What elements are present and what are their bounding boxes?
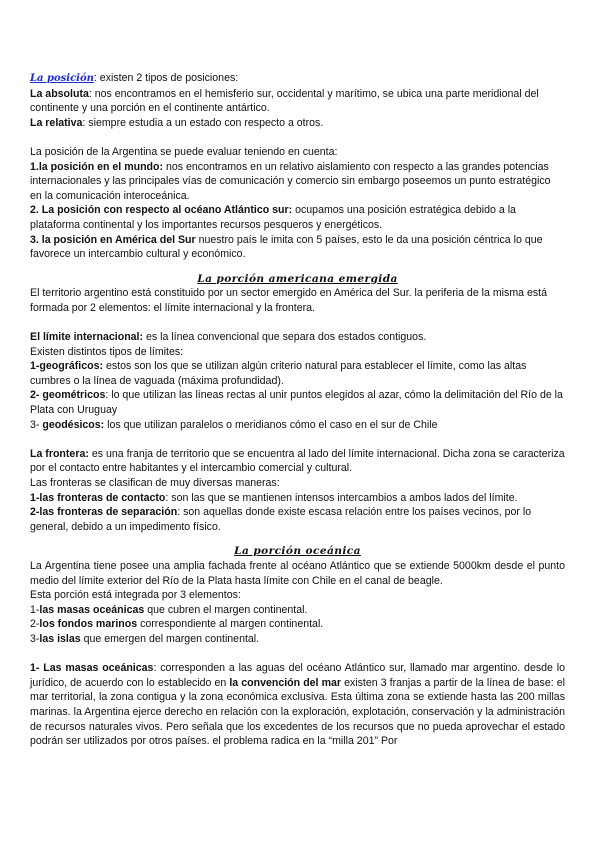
posicion-atlantico-paragraph: 2. La posición con respecto al océano Atlántico sur: ocupamos una posición estratégica debido a la plataforma continental y los importantes recursos pesqueros y energéticos. xyxy=(30,204,516,231)
oceanica-integrada: Esta porción está integrada por 3 elementos: xyxy=(30,589,241,602)
fronteras-clasificacion: Las fronteras se clasifican de muy diversas maneras: xyxy=(30,477,280,490)
limite-geometricos: 2- geométricos: lo que utilizan las líneas rectas al unir puntos elegidos al azar, cómo la delimitación del Río de la Plata con Uruguay xyxy=(30,389,563,417)
elemento-islas: 3-las islas que emergen del margen continental. xyxy=(30,632,260,645)
absoluta-paragraph: La absoluta: nos encontramos en el hemisferio sur, occidental y marítimo, se ubica una parte meridional del continente y una porción en el continente antártico. xyxy=(30,87,539,115)
relativa-paragraph: La relativa: siempre estudia a un estado con respecto a otros. xyxy=(30,116,324,129)
posicion-intro: La posición: existen 2 tipos de posiciones: xyxy=(30,72,239,84)
limite-geograficos: 1-geográficos: estos son los que se utilizan algún criterio natural para establecer el límite, como las altas cumbres o la línea de vaguada (máxima profundidad). xyxy=(30,360,527,387)
evaluar-paragraph: La posición de la Argentina se puede evaluar teniendo en cuenta: xyxy=(30,145,338,158)
fronteras-contacto: 1-las fronteras de contacto: son las que se mantienen intensos intercambios a ambos lados del límite. xyxy=(30,491,518,504)
limite-paragraph: El límite internacional: es la línea convencional que separa dos estados contiguos. xyxy=(30,331,427,344)
document-page xyxy=(30,71,565,749)
tipos-limites: Existen distintos tipos de límites: xyxy=(30,345,184,358)
fronteras-separacion: 2-las fronteras de separación: son aquellas donde existe escasa relación entre los países vecinos, por lo general, debido a un impedimento físico. xyxy=(30,506,532,533)
frontera-paragraph: La frontera: es una franja de territorio que se encuentra al lado del límite internacional. Dicha zona se caracteriza por el contacto entre habitantes y el intercambio comercial y cultural. xyxy=(30,447,565,475)
heading-porcion-emergida: La porción americana emergida xyxy=(197,272,398,285)
posicion-america-paragraph: 3. la posición en América del Sur nuestro país le imita con 5 países, esto le da una posición céntrica lo que favorece un intercambio cultural y económico. xyxy=(30,233,543,261)
limite-geodesicos: 3- geodésicos: los que utilizan paralelos o meridianos cómo el caso en el sur de Chile xyxy=(30,418,438,431)
elemento-masas: 1-las masas oceánicas que cubren el margen continental. xyxy=(30,603,308,616)
oceanica-intro: La Argentina tiene posee una amplia fachada frente al océano Atlántico que se extiende 5000km desde el punto medio del límite exterior del Río de la Plata hasta límite con Chile en el canal de beagle. xyxy=(30,560,565,587)
elemento-fondos: 2-los fondos marinos correspondiente al margen continental. xyxy=(30,618,324,631)
posicion-link[interactable]: La posición xyxy=(30,73,94,84)
masas-oceanicas-paragraph: 1- Las masas oceánicas: corresponden a las aguas del océano Atlántico sur, llamado mar argentino. desde lo jurídico, de acuerdo con lo establecido en la convención del mar existen 3 franjas a partir de la línea de base: el mar territorial, la zona contigua y la zona económica exclusiva. Esta última zona se extiende hasta las 200 millas marinas. la Argentina ejerce derecho en relación con la exploración, explotación, conservación y la administración de recursos naturales vivos. Pero señala que los excedentes de los recursos que no pueda aprovechar el estado podrán ser utilizados por otros países. el problema radica en la “milla 201” Por xyxy=(30,662,566,748)
emergida-intro: El territorio argentino está constituido por un sector emergido en América del Sur. la periferia de la misma está formada por 2 elementos: el límite internacional y la frontera. xyxy=(30,287,547,314)
posicion-mundo-paragraph: 1.la posición en el mundo: nos encontramos en un relativo aislamiento con respecto a las grandes potencias internacionales y las principales vías de comunicación y comercio sin embargo poseemos un punto estratégico en la comunicación interoceánica. xyxy=(30,160,551,202)
heading-porcion-oceanica: La porción oceánica xyxy=(234,545,361,558)
